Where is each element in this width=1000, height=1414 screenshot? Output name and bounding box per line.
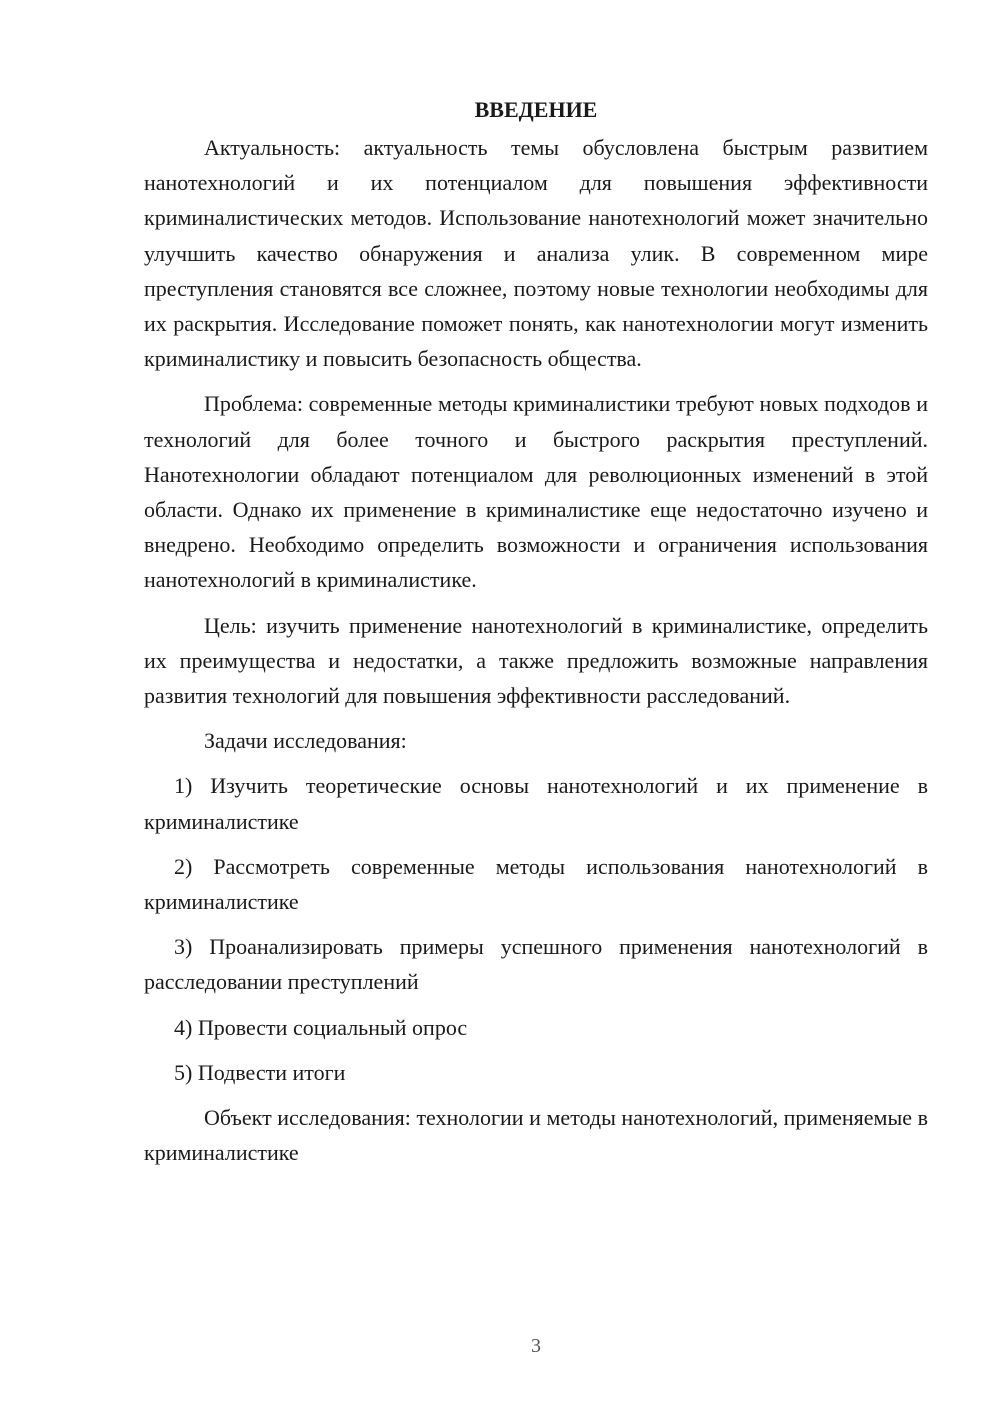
paragraph-tasks-heading: Задачи исследования: xyxy=(204,728,407,754)
task-item-4: 4) Провести социальный опрос xyxy=(174,1014,468,1040)
paragraph-problem: Проблема: современные методы криминалистики требуют новых подходов и технологий для более точного и быстрого раскрытия преступлений. Нанотехнологии обладают потенциалом для революционных изменений в этой области. Однако их применение в криминалистике еще недостаточно изучено и внедрено. Необходимо определить возможности и ограничения использования нанотехнологий в криминалистике. xyxy=(144,391,928,593)
task-item-1: 1) Изучить теоретические основы нанотехнологий и их применение в криминалистике xyxy=(144,773,928,834)
section-title: ВВЕДЕНИЕ xyxy=(474,97,598,122)
page-number: 3 xyxy=(531,1335,541,1357)
paragraph-object: Объект исследования: технологии и методы нанотехнологий, применяемые в криминалистике xyxy=(144,1105,928,1166)
task-item-2: 2) Рассмотреть современные методы использования нанотехнологий в криминалистике xyxy=(144,853,928,915)
task-item-3: 3) Проанализировать примеры успешного применения нанотехнологий в расследовании преступлений xyxy=(144,934,928,995)
paragraph-relevance: Актуальность: актуальность темы обусловлена быстрым развитием нанотехнологий и их потенциалом для повышения эффективности криминалистических методов. Использование нанотехнологий может значительно улучшить качество обнаружения и анализа улик. В современном мире преступления становятся все сложнее, поэтому новые технологии необходимы для их раскрытия. Исследование поможет понять, как нанотехнологии могут изменить криминалистику и повысить безопасность общества. xyxy=(144,135,928,372)
document-page xyxy=(144,92,928,1180)
paragraph-goal: Цель: изучить применение нанотехнологий в криминалистике, определить их преимущества и недостатки, а также предложить возможные направления развития технологий для повышения эффективности расследований. xyxy=(144,612,928,709)
task-item-5: 5) Подвести итоги xyxy=(174,1059,346,1085)
